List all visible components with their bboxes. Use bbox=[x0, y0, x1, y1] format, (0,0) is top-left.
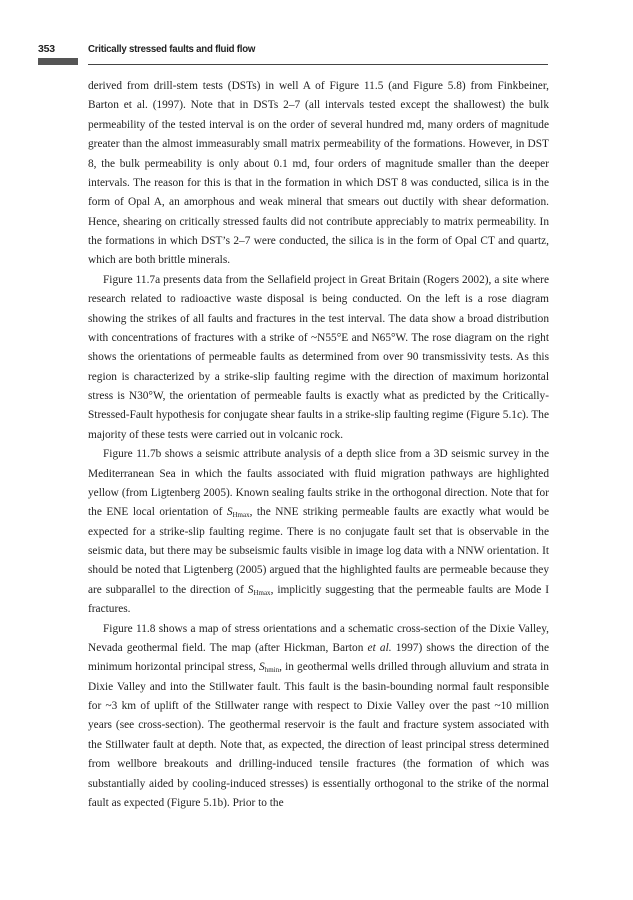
page-number: 353 bbox=[38, 43, 55, 55]
paragraph-3-text-b: , the NNE striking permeable faults are exactly what would be expected for a strike-slip faulting regime. There is no conjugate fault set that is observable in the seismic data, but there may be subseismic faults visible in image log data with a NNW orientation. It should be noted that Ligtenberg (2005) argued that the highlighted faults are permeable because they are subparallel to the direction of bbox=[88, 506, 549, 596]
shmin-symbol: S bbox=[259, 661, 265, 674]
shmax-subscript-2: Hmax bbox=[253, 588, 271, 597]
running-header bbox=[38, 42, 548, 62]
paragraph-2-text: Figure 11.7a presents data from the Sellafield project in Great Britain (Rogers 2002), a site where research related to radioactive waste disposal is being conducted. On the left is a rose diagram showing the strikes of all faults and fractures in the test interval. The data show a broad distribution with concentrations of fractures with a strike of ~N55°E and N65°W. The rose diagram on the right shows the orientations of permeable faults as determined from over 90 transmissivity tests. As this region is characterized by a strike-slip faulting regime with the direction of maximum horizontal stress is N30°W, the orientation of permeable faults is exactly what as predicted by the Critically-Stressed-Fault hypothesis for conjugate shear faults in a strike-slip faulting regime (Figure 5.1c). The majority of these tests were carried out in volcanic rock. bbox=[88, 273, 549, 441]
shmax-symbol: S bbox=[226, 506, 233, 519]
paragraph-4-text-c: , in geothermal wells drilled through alluvium and strata in Dixie Valley and into the Stillwater fault. This fault is the basin-bounding normal fault responsible for ~3 km of uplift of the Stillwater range with respect to Dixie Valley over the past ~10 million years (see cross-section). The geothermal reservoir is the fault and fracture system associated with the Stillwater fault at depth. Note that, as expected, the direction of least principal stress determined from wellbore breakouts and drilling-induced tensile fractures (the formation of which was substantially aided by cooling-induced stresses) is essentially orthogonal to the strike of the normal fault as expected (Figure 5.1b). Prior to the bbox=[88, 661, 549, 809]
paragraph-2 bbox=[88, 271, 549, 445]
paragraph-1-text: derived from drill-stem tests (DSTs) in well A of Figure 11.5 (and Figure 5.8) from Finkbeiner, Barton et al. (1997). Note that in DSTs 2–7 (all intervals tested except the shallowest) the bulk permeability of the tested interval is on the order of several hundred md, many orders of magnitude greater than the almost immeasurably small matrix permeability of the formations. However, in DST 8, the bulk permeability is only about 0.1 md, four orders of magnitude smaller than the deeper intervals. The reason for this is that in the formation in which DST 8 was conducted, silica is in the form of Opal A, an amorphous and weak mineral that smears out ductily with shear deformation. Hence, shearing on critically stressed faults did not contribute appreciably to matrix permeability. In the formations in which DST’s 2–7 were conducted, the silica is in the form of Opal CT and quartz, which are both brittle minerals. bbox=[88, 80, 549, 267]
header-rule bbox=[88, 64, 548, 65]
shmin-subscript: hmin bbox=[264, 666, 280, 675]
running-title: Critically stressed faults and fluid flow bbox=[88, 43, 256, 55]
shmax-subscript: Hmax bbox=[232, 511, 250, 520]
paragraph-4-text-b: 1997) shows the direction of the minimum horizontal principal stress, bbox=[88, 641, 549, 674]
header-marker-bar bbox=[38, 58, 78, 65]
paragraph-3-text-c: , implicitly suggesting that the permeable faults are Mode I fractures. bbox=[88, 583, 549, 616]
paragraph-3 bbox=[88, 445, 549, 619]
body-text bbox=[88, 77, 549, 813]
citation-et-al: et al. bbox=[367, 641, 392, 654]
paragraph-3-text-a: Figure 11.7b shows a seismic attribute analysis of a depth slice from a 3D seismic survey in the Mediterranean Sea in which the faults associated with fluid migration pathways are highlighted yellow (from Ligtenberg 2005). Known sealing faults strike in the orthogonal direction. Note that for the ENE local orientation of bbox=[88, 448, 549, 519]
shmax-symbol-2: S bbox=[247, 583, 254, 596]
paragraph-1 bbox=[88, 77, 549, 271]
paragraph-4 bbox=[88, 620, 549, 814]
paragraph-4-text-a: Figure 11.8 shows a map of stress orientations and a schematic cross-section of the Dixie Valley, Nevada geothermal field. The map (after Hickman, Barton bbox=[88, 622, 549, 654]
